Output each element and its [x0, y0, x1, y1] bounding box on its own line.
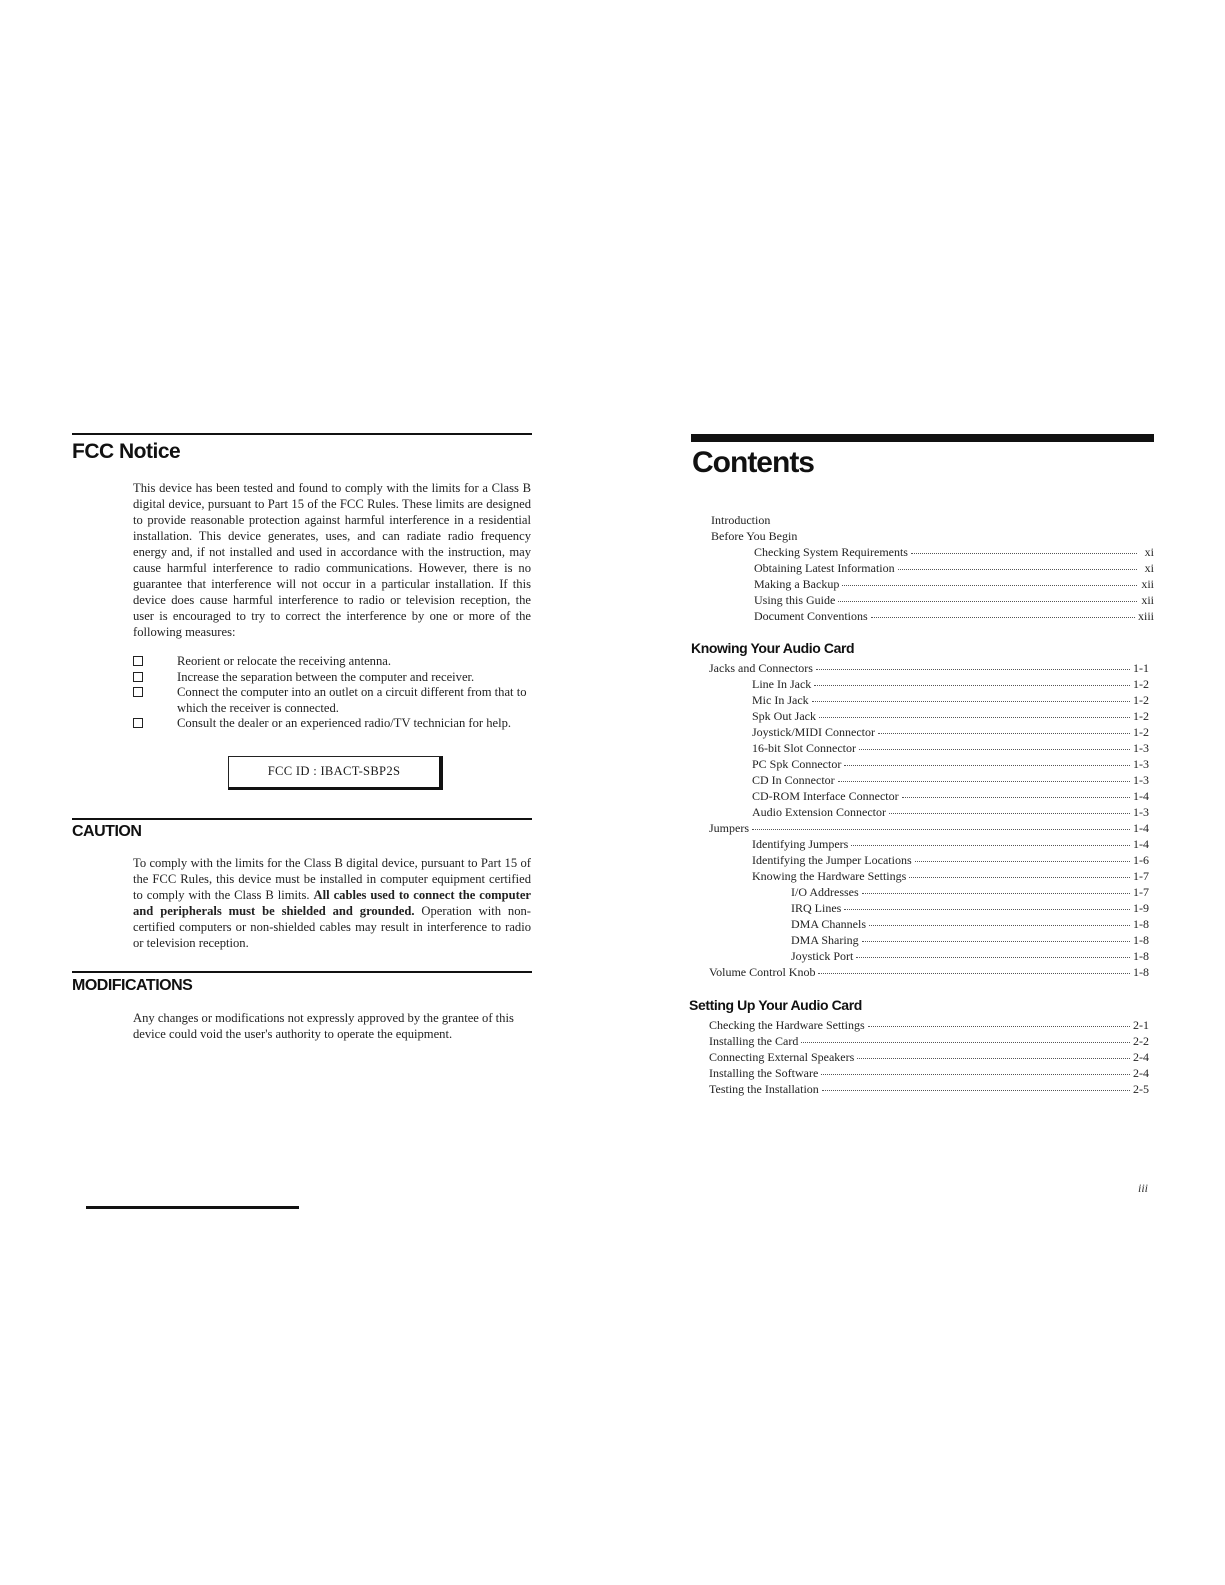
toc-entry[interactable]: Obtaining Latest Information xi	[754, 561, 1154, 575]
toc-entry[interactable]: Before You Begin	[711, 529, 798, 543]
fcc-notice-heading: FCC Notice	[72, 440, 181, 463]
toc-entry[interactable]: Volume Control Knob 1-8	[709, 965, 1149, 979]
toc-entry[interactable]: Testing the Installation 2-5	[709, 1082, 1149, 1096]
modifications-heading: MODIFICATIONS	[72, 977, 193, 994]
toc-entry[interactable]: Checking the Hardware Settings 2-1	[709, 1018, 1149, 1032]
toc-entry[interactable]: Line In Jack 1-2	[752, 677, 1149, 691]
toc-entry[interactable]: Identifying the Jumper Locations 1-6	[752, 853, 1149, 867]
page-number: iii	[1138, 1181, 1149, 1195]
toc-entry[interactable]: Joystick Port 1-8	[791, 949, 1149, 963]
toc-entry[interactable]: Jumpers 1-4	[709, 821, 1149, 835]
contents-rule	[691, 434, 1154, 442]
toc-entry[interactable]: Checking System Requirements xi	[754, 545, 1154, 559]
toc-group-intro	[711, 512, 1154, 624]
toc-entry[interactable]: Using this Guide xii	[754, 593, 1154, 607]
checkbox-bullet-icon	[133, 718, 143, 728]
fcc-id-box: FCC ID : IBACT-SBP2S	[228, 756, 443, 790]
caution-bold-text: All cables used to connect the computer and peripherals must be shielded and grounded.	[133, 888, 532, 918]
contents-heading: Contents	[692, 446, 814, 479]
fcc-notice-paragraph	[133, 480, 531, 640]
toc-entry[interactable]: CD-ROM Interface Connector 1-4	[752, 789, 1149, 803]
toc-entry[interactable]: Knowing the Hardware Settings 1-7	[752, 869, 1149, 883]
caution-heading: CAUTION	[72, 823, 142, 840]
toc-entry[interactable]: IRQ Lines 1-9	[791, 901, 1149, 915]
toc-group-knowing	[709, 660, 1149, 980]
toc-entry[interactable]: PC Spk Connector 1-3	[752, 757, 1149, 771]
fcc-notice-text: This device has been tested and found to comply with the limits for a Class B digital device, pursuant to Part 15 of the FCC Rules. These limits are designed to provide reasonable protection against harmful interference in a residential installation. This device generates, uses, and can radiate radio frequency energy and, if not installed and used in accordance with the instruction, may cause harmful interference to radio communications. However, there is no guarantee that interference will not occur in a particular installation. If this device does cause harmful interference to radio or television reception, the user is encouraged to try to correct the interference by one or more of the following measures:	[133, 481, 531, 639]
toc-group-setting-up	[709, 1017, 1149, 1097]
toc-entry[interactable]: Audio Extension Connector 1-3	[752, 805, 1149, 819]
toc-entry[interactable]: CD In Connector 1-3	[752, 773, 1149, 787]
toc-entry[interactable]: Identifying Jumpers 1-4	[752, 837, 1149, 851]
list-item: Increase the separation between the computer and receiver.	[133, 670, 533, 686]
toc-entry[interactable]: Jacks and Connectors 1-1	[709, 661, 1149, 675]
toc-entry[interactable]: Installing the Card 2-2	[709, 1034, 1149, 1048]
list-item: Connect the computer into an outlet on a circuit different from that to which the receiver is connected.	[133, 685, 533, 716]
toc-entry[interactable]: Mic In Jack 1-2	[752, 693, 1149, 707]
toc-section-setting-up[interactable]: Setting Up Your Audio Card	[689, 997, 862, 1013]
toc-entry[interactable]: Spk Out Jack 1-2	[752, 709, 1149, 723]
toc-entry[interactable]: Making a Backup xii	[754, 577, 1154, 591]
list-item: Consult the dealer or an experienced radio/TV technician for help.	[133, 716, 533, 732]
toc-entry[interactable]: I/O Addresses 1-7	[791, 885, 1149, 899]
modifications-paragraph: Any changes or modifications not expressly approved by the grantee of this device could void the user's authority to operate the equipment.	[133, 1011, 514, 1041]
checkbox-bullet-icon	[133, 656, 143, 666]
caution-rule	[72, 818, 532, 820]
fcc-notice-rule	[72, 433, 532, 435]
toc-entry[interactable]: Installing the Software 2-4	[709, 1066, 1149, 1080]
toc-entry[interactable]: Document Conventions xiii	[754, 609, 1154, 623]
toc-entry[interactable]: DMA Channels 1-8	[791, 917, 1149, 931]
fcc-measures-list	[133, 654, 533, 732]
toc-entry[interactable]: DMA Sharing 1-8	[791, 933, 1149, 947]
toc-entry[interactable]: Connecting External Speakers 2-4	[709, 1050, 1149, 1064]
caution-paragraph: To comply with the limits for the Class B digital device, pursuant to Part 15 of the FCC Rules, this device must be installed in computer equipment certified to comply with the Class B limits. All cables used to connect the computer and peripherals must be shielded and grounded. Operation with non-certified computers or non-shielded cables may result in interference to radio or television reception.	[133, 856, 532, 950]
toc-entry[interactable]: Joystick/MIDI Connector 1-2	[752, 725, 1149, 739]
checkbox-bullet-icon	[133, 672, 143, 682]
modifications-rule	[72, 971, 532, 973]
toc-entry[interactable]: Introduction	[711, 513, 771, 527]
toc-section-knowing[interactable]: Knowing Your Audio Card	[691, 640, 855, 656]
footer-rule-left	[86, 1206, 299, 1209]
checkbox-bullet-icon	[133, 687, 143, 697]
list-item: Reorient or relocate the receiving antenna.	[133, 654, 533, 670]
toc-entry[interactable]: 16-bit Slot Connector 1-3	[752, 741, 1149, 755]
